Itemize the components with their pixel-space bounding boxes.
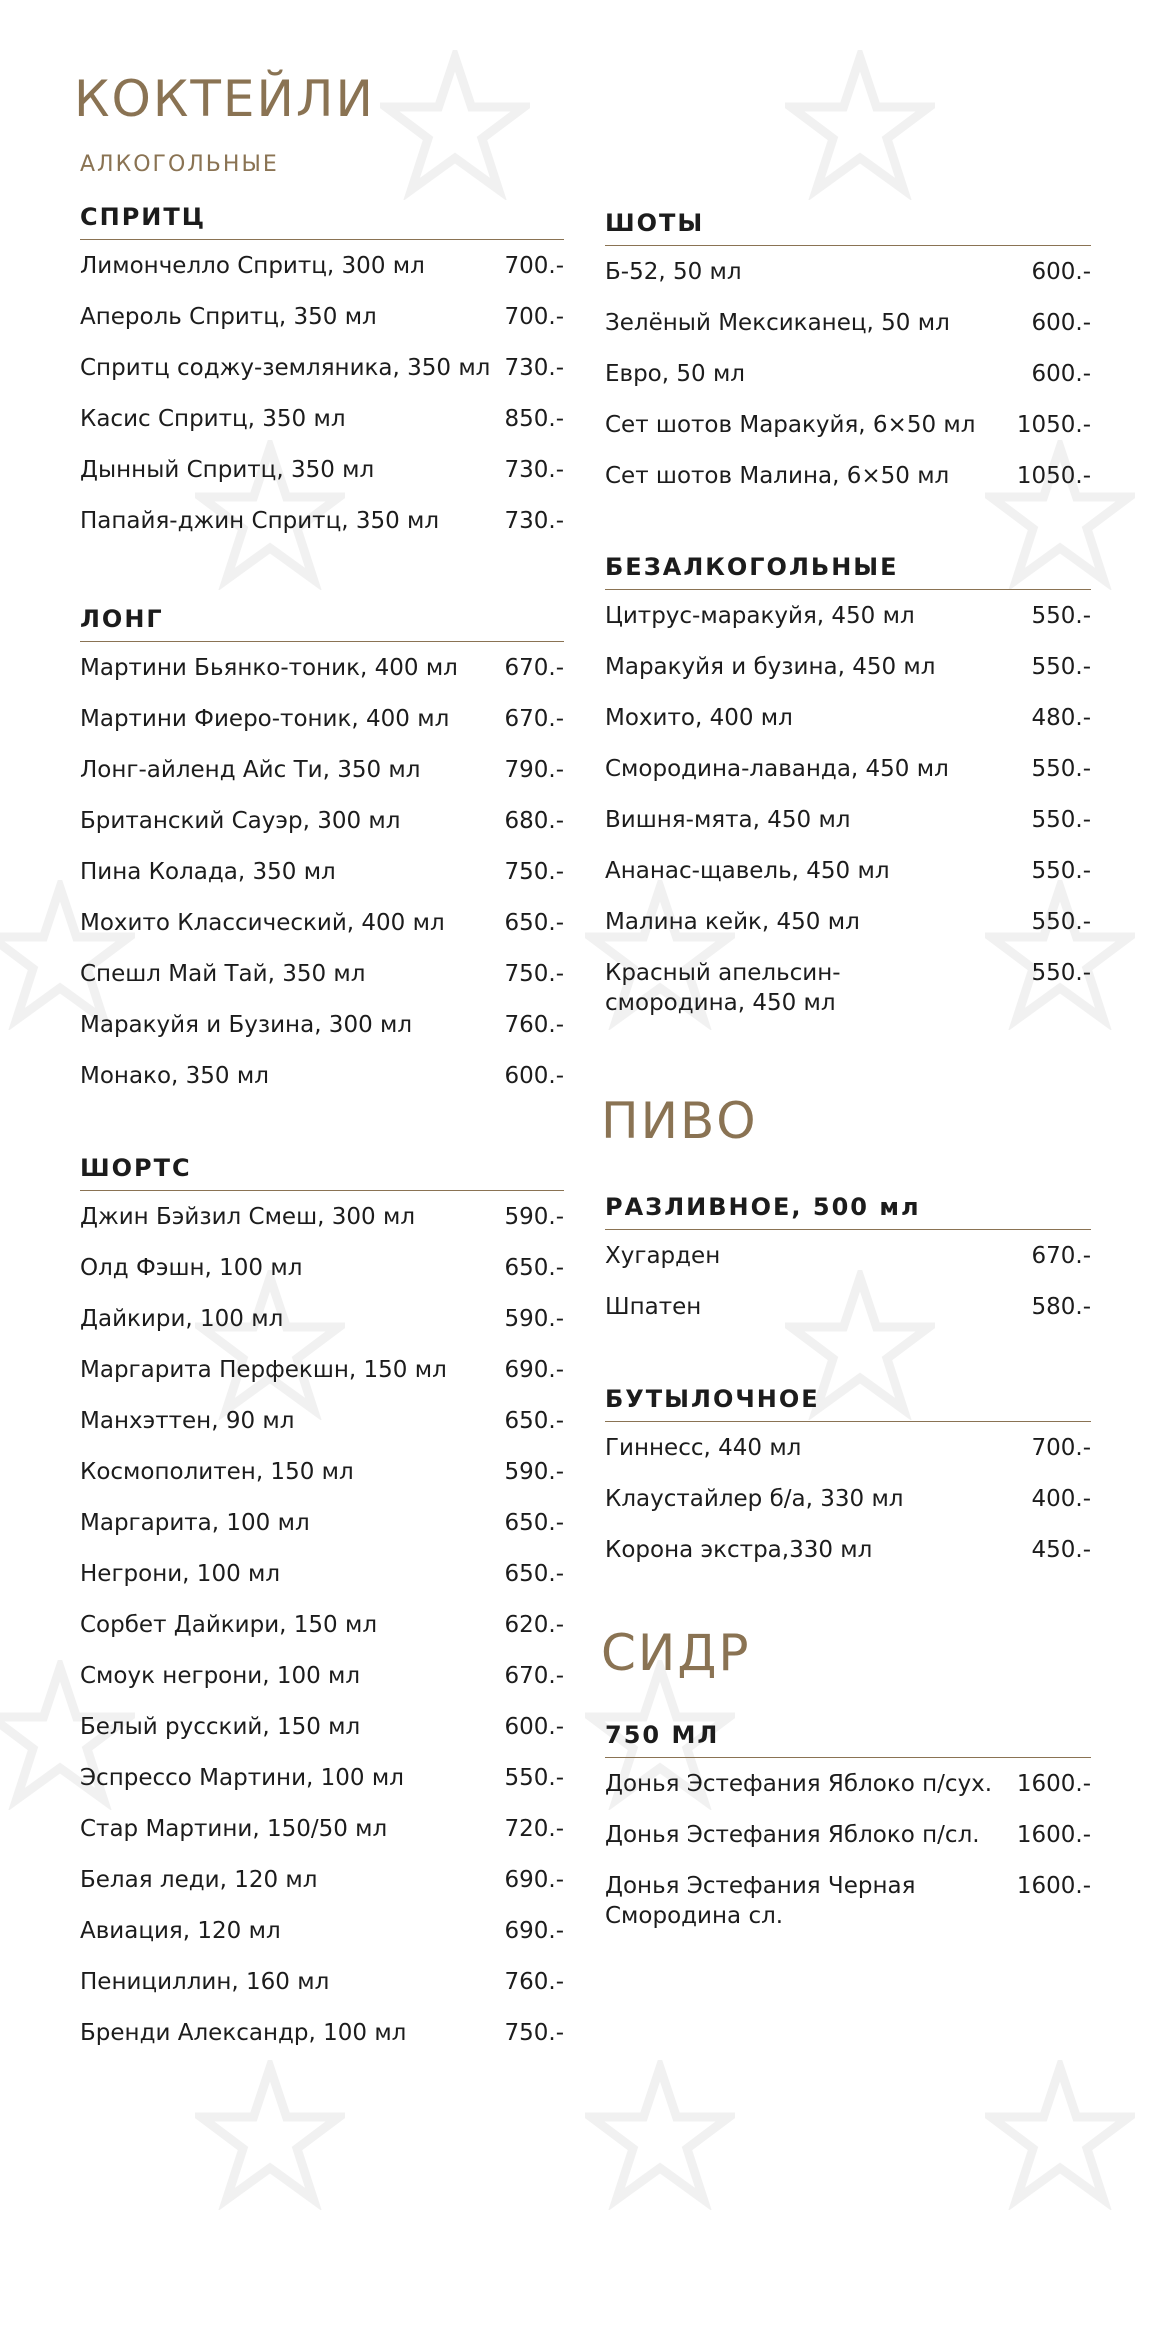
menu-item bbox=[605, 1860, 1091, 1931]
menu-item bbox=[80, 1191, 564, 1242]
menu-item-name: Гиннесс, 440 мл bbox=[605, 1435, 802, 1461]
menu-item-name: Красный апельсин- смородина, 450 мл bbox=[605, 960, 841, 1016]
menu-item bbox=[80, 1701, 564, 1752]
menu-item-name: Маргарита, 100 мл bbox=[80, 1510, 310, 1536]
menu-item-price: 620.- bbox=[504, 1612, 564, 1638]
section-bottled-beer bbox=[605, 1382, 1091, 1575]
menu-item-name: Спешл Май Тай, 350 мл bbox=[80, 961, 366, 987]
menu-item-name: Белый русский, 150 мл bbox=[80, 1714, 361, 1740]
menu-item bbox=[605, 692, 1091, 743]
menu-item-price: 750.- bbox=[504, 859, 564, 885]
section-heading: СПРИТЦ bbox=[80, 200, 564, 240]
watermark-logo-icon bbox=[195, 2060, 345, 2210]
menu-item bbox=[605, 246, 1091, 297]
menu-item-price: 480.- bbox=[1031, 705, 1091, 731]
section-heading: БЕЗАЛКОГОЛЬНЫЕ bbox=[605, 550, 1091, 590]
menu-item-price: 720.- bbox=[504, 1816, 564, 1842]
menu-item-name: Пенициллин, 160 мл bbox=[80, 1969, 330, 1995]
section-heading: ЛОНГ bbox=[80, 602, 564, 642]
menu-item bbox=[80, 1752, 564, 1803]
menu-item-name: Британский Сауэр, 300 мл bbox=[80, 808, 401, 834]
section-long bbox=[80, 602, 564, 1101]
menu-item-price: 1050.- bbox=[1016, 412, 1091, 438]
section-non-alcoholic bbox=[605, 550, 1091, 1018]
menu-item-name: Маракуйя и бузина, 450 мл bbox=[605, 654, 936, 680]
menu-item-price: 700.- bbox=[504, 253, 564, 279]
section-shorts bbox=[80, 1151, 564, 2058]
menu-item bbox=[80, 1242, 564, 1293]
menu-item-price: 600.- bbox=[1031, 259, 1091, 285]
menu-item-price: 1050.- bbox=[1016, 463, 1091, 489]
watermark-logo-icon bbox=[785, 50, 935, 200]
menu-item-name: Шпатен bbox=[605, 1294, 702, 1320]
menu-item bbox=[80, 1548, 564, 1599]
menu-item-name: Дайкири, 100 мл bbox=[80, 1306, 284, 1332]
menu-item-price: 700.- bbox=[1031, 1435, 1091, 1461]
menu-item-price: 590.- bbox=[504, 1204, 564, 1230]
menu-item-name: Смоук негрони, 100 мл bbox=[80, 1663, 361, 1689]
menu-item-name: Апероль Спритц, 350 мл bbox=[80, 304, 377, 330]
menu-item bbox=[80, 846, 564, 897]
menu-item-name: Малина кейк, 450 мл bbox=[605, 909, 860, 935]
menu-item bbox=[80, 495, 564, 546]
menu-item-name: Джин Бэйзил Смеш, 300 мл bbox=[80, 1204, 416, 1230]
menu-item-name: Донья Эстефания Яблоко п/сл. bbox=[605, 1822, 980, 1848]
menu-item bbox=[80, 1650, 564, 1701]
menu-item bbox=[605, 743, 1091, 794]
menu-item-price: 400.- bbox=[1031, 1486, 1091, 1512]
menu-item-name: Спритц соджу-земляника, 350 мл bbox=[80, 355, 491, 381]
menu-item-price: 670.- bbox=[504, 706, 564, 732]
cider-title: СИДР bbox=[601, 1624, 751, 1682]
menu-item-name: Лонг-айленд Айс Ти, 350 мл bbox=[80, 757, 421, 783]
menu-item bbox=[80, 948, 564, 999]
menu-item-price: 650.- bbox=[504, 1510, 564, 1536]
menu-item-name: Цитрус-маракуйя, 450 мл bbox=[605, 603, 915, 629]
menu-item bbox=[605, 450, 1091, 501]
menu-item-price: 790.- bbox=[504, 757, 564, 783]
menu-item-name: Негрони, 100 мл bbox=[80, 1561, 281, 1587]
section-heading: БУТЫЛОЧНОЕ bbox=[605, 1382, 1091, 1422]
menu-item-name: Б-52, 50 мл bbox=[605, 259, 742, 285]
menu-item-price: 550.- bbox=[1031, 756, 1091, 782]
menu-item-price: 730.- bbox=[504, 508, 564, 534]
menu-item-name: Сет шотов Малина, 6×50 мл bbox=[605, 463, 950, 489]
menu-item-name: Маргарита Перфекшн, 150 мл bbox=[80, 1357, 447, 1383]
menu-item-price: 590.- bbox=[504, 1306, 564, 1332]
menu-item-price: 600.- bbox=[504, 1063, 564, 1089]
menu-item bbox=[80, 2007, 564, 2058]
section-heading: 750 МЛ bbox=[605, 1718, 1091, 1758]
menu-item-price: 690.- bbox=[504, 1918, 564, 1944]
section-draft-beer bbox=[605, 1190, 1091, 1332]
menu-item-price: 1600.- bbox=[1016, 1822, 1091, 1848]
menu-item-name: Бренди Александр, 100 мл bbox=[80, 2020, 407, 2046]
menu-item-price: 670.- bbox=[1031, 1243, 1091, 1269]
menu-item bbox=[80, 1446, 564, 1497]
menu-item-name: Космополитен, 150 мл bbox=[80, 1459, 354, 1485]
menu-item bbox=[605, 297, 1091, 348]
beer-title: ПИВО bbox=[601, 1092, 758, 1150]
menu-item-price: 650.- bbox=[504, 1561, 564, 1587]
menu-item-name: Стар Мартини, 150/50 мл bbox=[80, 1816, 388, 1842]
menu-item-name: Олд Фэшн, 100 мл bbox=[80, 1255, 303, 1281]
menu-item bbox=[605, 1281, 1091, 1332]
menu-item bbox=[80, 342, 564, 393]
menu-item-price: 680.- bbox=[504, 808, 564, 834]
section-heading: РАЗЛИВНОЕ, 500 мл bbox=[605, 1190, 1091, 1230]
menu-item-price: 690.- bbox=[504, 1357, 564, 1383]
menu-item bbox=[80, 291, 564, 342]
menu-item-price: 730.- bbox=[504, 457, 564, 483]
menu-item bbox=[605, 1524, 1091, 1575]
menu-item-price: 730.- bbox=[504, 355, 564, 381]
menu-item-name: Мартини Бьянко-тоник, 400 мл bbox=[80, 655, 458, 681]
menu-item-price: 550.- bbox=[1031, 960, 1091, 986]
menu-item-name: Лимончелло Спритц, 300 мл bbox=[80, 253, 425, 279]
menu-item bbox=[605, 845, 1091, 896]
menu-item-price: 600.- bbox=[1031, 310, 1091, 336]
menu-item bbox=[80, 393, 564, 444]
menu-item bbox=[80, 1599, 564, 1650]
page-title: КОКТЕЙЛИ bbox=[74, 70, 375, 128]
menu-item-price: 650.- bbox=[504, 1255, 564, 1281]
menu-item-price: 850.- bbox=[504, 406, 564, 432]
menu-item bbox=[80, 1905, 564, 1956]
menu-item-price: 670.- bbox=[504, 1663, 564, 1689]
menu-item-name: Сорбет Дайкири, 150 мл bbox=[80, 1612, 378, 1638]
menu-item-name: Мартини Фиеро-тоник, 400 мл bbox=[80, 706, 450, 732]
menu-item-name: Белая леди, 120 мл bbox=[80, 1867, 318, 1893]
menu-item-price: 760.- bbox=[504, 1012, 564, 1038]
menu-item-price: 1600.- bbox=[1016, 1771, 1091, 1797]
menu-item-price: 580.- bbox=[1031, 1294, 1091, 1320]
menu-item-name: Смородина-лаванда, 450 мл bbox=[605, 756, 949, 782]
menu-item-price: 550.- bbox=[1031, 858, 1091, 884]
menu-item-name: Клаустайлер б/а, 330 мл bbox=[605, 1486, 904, 1512]
section-heading: ШОРТС bbox=[80, 1151, 564, 1191]
menu-item-price: 600.- bbox=[1031, 361, 1091, 387]
menu-item bbox=[80, 1803, 564, 1854]
menu-item-price: 1600.- bbox=[1016, 1873, 1091, 1899]
menu-item-name: Маракуйя и Бузина, 300 мл bbox=[80, 1012, 413, 1038]
watermark-logo-icon bbox=[585, 2060, 735, 2210]
menu-item-price: 650.- bbox=[504, 1408, 564, 1434]
menu-item bbox=[80, 795, 564, 846]
menu-item bbox=[80, 444, 564, 495]
section-heading: ШОТЫ bbox=[605, 206, 1091, 246]
menu-item-name: Зелёный Мексиканец, 50 мл bbox=[605, 310, 950, 336]
menu-item bbox=[80, 1050, 564, 1101]
menu-item bbox=[605, 896, 1091, 947]
menu-item bbox=[80, 999, 564, 1050]
menu-item bbox=[80, 744, 564, 795]
menu-item bbox=[80, 1395, 564, 1446]
menu-item-name: Монако, 350 мл bbox=[80, 1063, 269, 1089]
menu-item-price: 550.- bbox=[1031, 603, 1091, 629]
menu-item-name: Ананас-щавель, 450 мл bbox=[605, 858, 890, 884]
menu-item bbox=[80, 1497, 564, 1548]
menu-item-name: Авиация, 120 мл bbox=[80, 1918, 281, 1944]
menu-item-name: Эспрессо Мартини, 100 мл bbox=[80, 1765, 404, 1791]
menu-item bbox=[80, 240, 564, 291]
menu-item bbox=[605, 348, 1091, 399]
menu-item bbox=[605, 947, 1091, 1018]
menu-item-name: Мохито Классический, 400 мл bbox=[80, 910, 445, 936]
menu-item-price: 700.- bbox=[504, 304, 564, 330]
section-spritz bbox=[80, 200, 564, 546]
menu-item-name: Корона экстра,330 мл bbox=[605, 1537, 873, 1563]
menu-item bbox=[605, 641, 1091, 692]
menu-item-price: 590.- bbox=[504, 1459, 564, 1485]
watermark-logo-icon bbox=[985, 2060, 1135, 2210]
menu-item bbox=[80, 1854, 564, 1905]
menu-item bbox=[605, 794, 1091, 845]
menu-item-price: 600.- bbox=[504, 1714, 564, 1740]
menu-item-name: Сет шотов Маракуйя, 6×50 мл bbox=[605, 412, 976, 438]
menu-item-price: 550.- bbox=[1031, 807, 1091, 833]
menu-item-price: 690.- bbox=[504, 1867, 564, 1893]
menu-item-price: 550.- bbox=[1031, 909, 1091, 935]
page-subtitle: АЛКОГОЛЬНЫЕ bbox=[80, 152, 279, 177]
menu-item bbox=[605, 399, 1091, 450]
menu-item bbox=[605, 1758, 1091, 1809]
menu-item-name: Манхэттен, 90 мл bbox=[80, 1408, 295, 1434]
menu-item-price: 550.- bbox=[504, 1765, 564, 1791]
menu-item bbox=[80, 1344, 564, 1395]
menu-item bbox=[80, 897, 564, 948]
menu-item-name: Донья Эстефания Черная Смородина сл. bbox=[605, 1873, 916, 1929]
menu-item bbox=[605, 1230, 1091, 1281]
menu-item-name: Вишня-мята, 450 мл bbox=[605, 807, 851, 833]
menu-item-name: Пина Колада, 350 мл bbox=[80, 859, 336, 885]
menu-item bbox=[80, 1293, 564, 1344]
menu-item bbox=[605, 1473, 1091, 1524]
menu-item-price: 650.- bbox=[504, 910, 564, 936]
watermark-logo-icon bbox=[380, 50, 530, 200]
menu-item bbox=[605, 1809, 1091, 1860]
menu-item bbox=[80, 642, 564, 693]
section-cider bbox=[605, 1718, 1091, 1931]
menu-item-price: 760.- bbox=[504, 1969, 564, 1995]
menu-item-name: Касис Спритц, 350 мл bbox=[80, 406, 346, 432]
section-shots bbox=[605, 206, 1091, 501]
menu-item-name: Донья Эстефания Яблоко п/сух. bbox=[605, 1771, 993, 1797]
menu-item-name: Папайя-джин Спритц, 350 мл bbox=[80, 508, 440, 534]
menu-item-name: Евро, 50 мл bbox=[605, 361, 746, 387]
menu-item bbox=[605, 590, 1091, 641]
menu-item bbox=[80, 693, 564, 744]
menu-item-name: Дынный Спритц, 350 мл bbox=[80, 457, 375, 483]
menu-item-price: 450.- bbox=[1031, 1537, 1091, 1563]
menu-item-price: 550.- bbox=[1031, 654, 1091, 680]
menu-item bbox=[80, 1956, 564, 2007]
menu-item-price: 750.- bbox=[504, 2020, 564, 2046]
menu-item-price: 670.- bbox=[504, 655, 564, 681]
menu-item bbox=[605, 1422, 1091, 1473]
menu-item-name: Хугарден bbox=[605, 1243, 721, 1269]
menu-item-name: Мохито, 400 мл bbox=[605, 705, 793, 731]
menu-item-price: 750.- bbox=[504, 961, 564, 987]
